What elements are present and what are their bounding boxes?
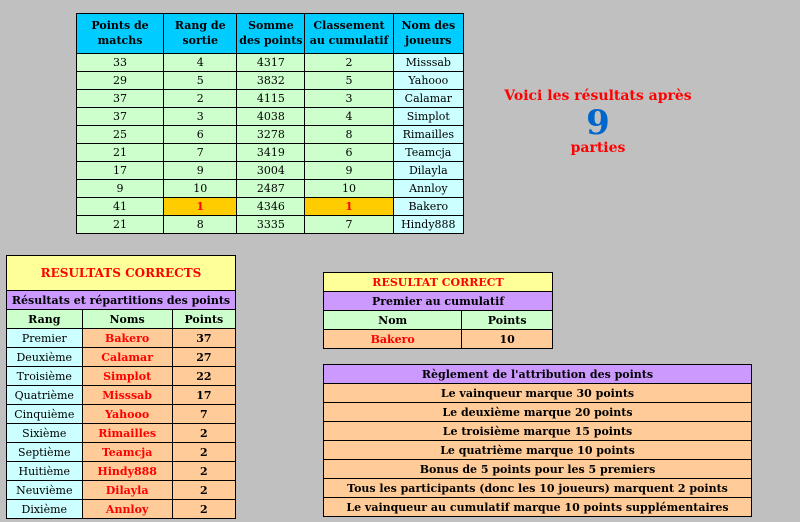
cell: 21 <box>77 216 164 234</box>
header-rang-sortie: Rang de sortie <box>164 14 237 54</box>
cell: 3278 <box>237 126 305 144</box>
rule-item: Le troisième marque 15 points <box>324 422 752 441</box>
cell: 4 <box>164 54 237 72</box>
header-points-matchs: Points de matchs <box>77 14 164 54</box>
points: 27 <box>172 348 235 367</box>
cell: 10 <box>305 180 393 198</box>
rank: Quatrième <box>7 386 83 405</box>
table-row <box>77 144 464 162</box>
player-name: Teamcja <box>393 144 463 162</box>
winner-name: Bakero <box>324 330 462 349</box>
table-row <box>7 481 236 500</box>
results-title-row <box>7 256 236 291</box>
table-row <box>7 348 236 367</box>
points: 17 <box>172 386 235 405</box>
cell: 4317 <box>237 54 305 72</box>
name: Annloy <box>82 500 172 519</box>
header-points: Points <box>462 311 553 330</box>
header-somme-points: Somme des points <box>237 14 305 54</box>
table-row <box>77 180 464 198</box>
name: Teamcja <box>82 443 172 462</box>
table-row <box>77 162 464 180</box>
rank: Septième <box>7 443 83 462</box>
rank: Troisième <box>7 367 83 386</box>
cell: 37 <box>77 90 164 108</box>
correct-title: RESULTAT CORRECT <box>324 273 553 292</box>
header-points: Points <box>172 310 235 329</box>
header-rang: Rang <box>7 310 83 329</box>
rank: Sixième <box>7 424 83 443</box>
results-header-row <box>7 310 236 329</box>
rule-row <box>324 403 752 422</box>
announcement <box>498 88 698 156</box>
points: 37 <box>172 329 235 348</box>
cell: 4115 <box>237 90 305 108</box>
table-row <box>77 72 464 90</box>
table-row <box>77 90 464 108</box>
cell: 7 <box>164 144 237 162</box>
rules-table <box>323 364 752 517</box>
player-name: Misssab <box>393 54 463 72</box>
cell: 37 <box>77 108 164 126</box>
cell: 2 <box>164 90 237 108</box>
points: 7 <box>172 405 235 424</box>
player-name: Bakero <box>393 198 463 216</box>
cell: 2 <box>305 54 393 72</box>
cell: 8 <box>305 126 393 144</box>
points: 2 <box>172 500 235 519</box>
player-name: Simplot <box>393 108 463 126</box>
cell: 29 <box>77 72 164 90</box>
cell: 3 <box>164 108 237 126</box>
name: Misssab <box>82 386 172 405</box>
rank: Dixième <box>7 500 83 519</box>
rank: Deuxième <box>7 348 83 367</box>
winner-points: 10 <box>462 330 553 349</box>
player-name: Dilayla <box>393 162 463 180</box>
correct-result-table <box>323 272 553 349</box>
table-row <box>7 500 236 519</box>
table-row <box>7 462 236 481</box>
results-title: RESULTATS CORRECTS <box>7 256 236 291</box>
rules-title: Règlement de l'attribution des points <box>324 365 752 384</box>
cell: 4 <box>305 108 393 126</box>
cell: 8 <box>164 216 237 234</box>
rule-row <box>324 384 752 403</box>
player-name: Calamar <box>393 90 463 108</box>
games-count: 9 <box>586 103 610 143</box>
cell: 41 <box>77 198 164 216</box>
scores-header-row <box>77 14 464 54</box>
highlight-cell: 1 <box>164 198 237 216</box>
highlight-cell: 1 <box>305 198 393 216</box>
rules-title-row <box>324 365 752 384</box>
points: 2 <box>172 462 235 481</box>
cell: 3335 <box>237 216 305 234</box>
name: Hindy888 <box>82 462 172 481</box>
table-row <box>324 330 553 349</box>
table-row <box>77 126 464 144</box>
cell: 7 <box>305 216 393 234</box>
cell: 5 <box>305 72 393 90</box>
points: 2 <box>172 481 235 500</box>
rule-item: Le deuxième marque 20 points <box>324 403 752 422</box>
points: 2 <box>172 443 235 462</box>
table-row <box>77 216 464 234</box>
name: Simplot <box>82 367 172 386</box>
results-subtitle-row <box>7 291 236 310</box>
cell: 3832 <box>237 72 305 90</box>
rule-item: Le vainqueur marque 30 points <box>324 384 752 403</box>
name: Rimailles <box>82 424 172 443</box>
announce-line3: parties <box>570 140 626 156</box>
header-nom: Nom <box>324 311 462 330</box>
announce-line1: Voici les résultats après <box>504 88 692 104</box>
cell: 4346 <box>237 198 305 216</box>
header-noms: Noms <box>82 310 172 329</box>
rule-row <box>324 460 752 479</box>
cell: 10 <box>164 180 237 198</box>
cell: 6 <box>164 126 237 144</box>
rank: Neuvième <box>7 481 83 500</box>
cell: 2487 <box>237 180 305 198</box>
table-row <box>77 198 464 216</box>
table-row <box>7 386 236 405</box>
cell: 9 <box>164 162 237 180</box>
table-row <box>7 329 236 348</box>
rule-item: Le vainqueur au cumulatif marque 10 points supplémentaires <box>324 498 752 517</box>
name: Bakero <box>82 329 172 348</box>
name: Yahooo <box>82 405 172 424</box>
cell: 4038 <box>237 108 305 126</box>
cell: 9 <box>77 180 164 198</box>
table-row <box>7 443 236 462</box>
rule-item: Le quatrième marque 10 points <box>324 441 752 460</box>
cell: 21 <box>77 144 164 162</box>
cell: 25 <box>77 126 164 144</box>
cell: 3419 <box>237 144 305 162</box>
rule-item: Tous les participants (donc les 10 joueurs) marquent 2 points <box>324 479 752 498</box>
results-table <box>6 255 236 519</box>
cell: 17 <box>77 162 164 180</box>
rule-row <box>324 498 752 517</box>
correct-subtitle: Premier au cumulatif <box>324 292 553 311</box>
rule-row <box>324 479 752 498</box>
table-row <box>7 405 236 424</box>
rule-row <box>324 422 752 441</box>
points: 22 <box>172 367 235 386</box>
correct-subtitle-row <box>324 292 553 311</box>
rank: Premier <box>7 329 83 348</box>
table-row <box>7 424 236 443</box>
rank: Cinquième <box>7 405 83 424</box>
cell: 5 <box>164 72 237 90</box>
cell: 33 <box>77 54 164 72</box>
results-subtitle: Résultats et répartitions des points <box>7 291 236 310</box>
points: 2 <box>172 424 235 443</box>
correct-header-row <box>324 311 553 330</box>
player-name: Annloy <box>393 180 463 198</box>
player-name: Rimailles <box>393 126 463 144</box>
name: Calamar <box>82 348 172 367</box>
name: Dilayla <box>82 481 172 500</box>
table-row <box>77 108 464 126</box>
cell: 3 <box>305 90 393 108</box>
cell: 9 <box>305 162 393 180</box>
rank: Huitième <box>7 462 83 481</box>
rule-item: Bonus de 5 points pour les 5 premiers <box>324 460 752 479</box>
scores-table <box>76 13 464 234</box>
table-row <box>7 367 236 386</box>
correct-title-row <box>324 273 553 292</box>
player-name: Hindy888 <box>393 216 463 234</box>
header-nom-joueurs: Nom des joueurs <box>393 14 463 54</box>
table-row <box>77 54 464 72</box>
cell: 6 <box>305 144 393 162</box>
cell: 3004 <box>237 162 305 180</box>
rule-row <box>324 441 752 460</box>
header-classement: Classement au cumulatif <box>305 14 393 54</box>
player-name: Yahooo <box>393 72 463 90</box>
